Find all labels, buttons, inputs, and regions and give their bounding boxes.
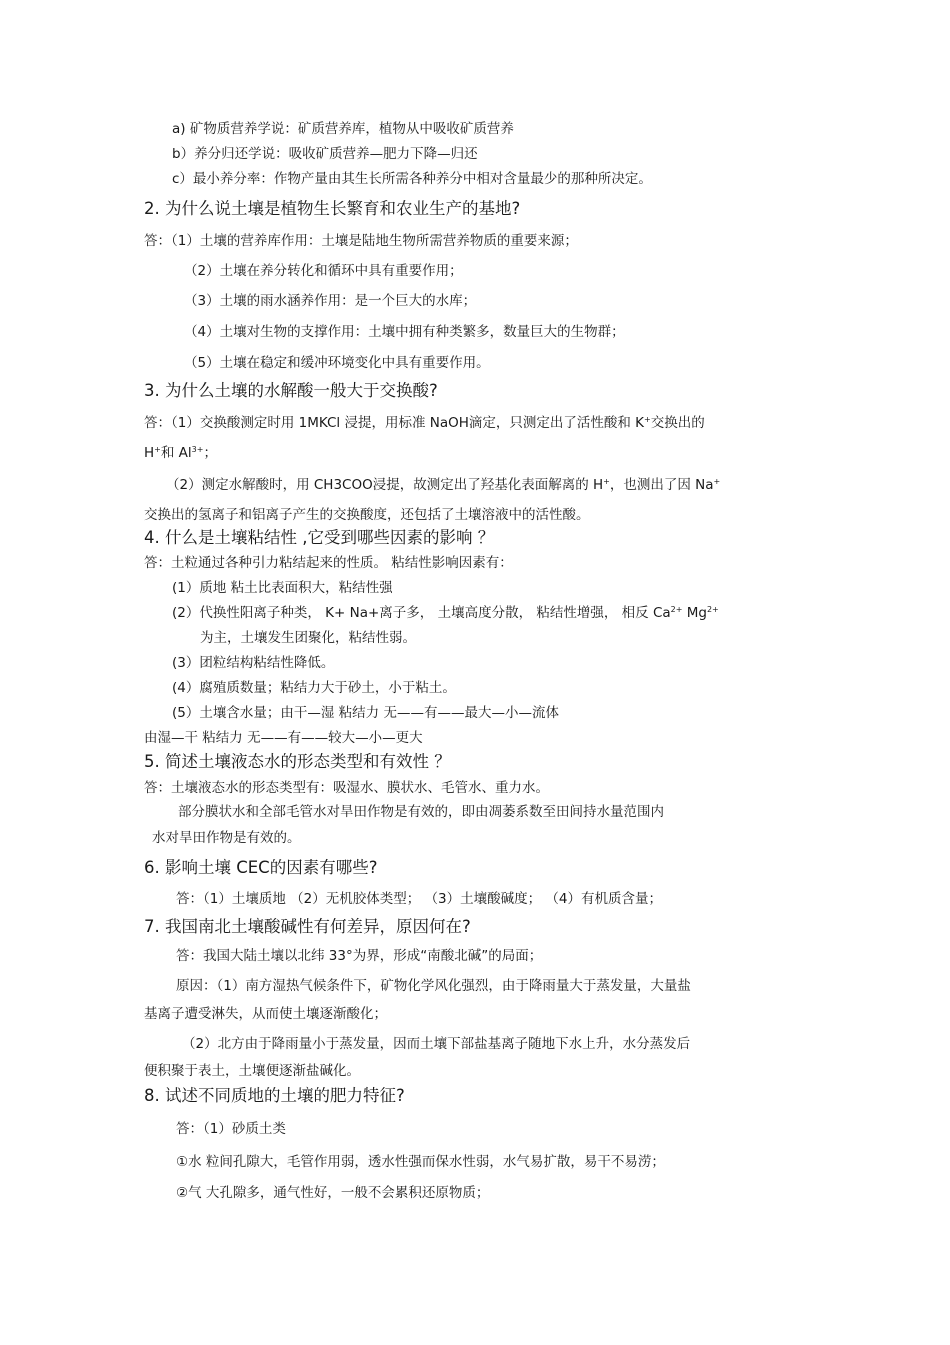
q4-item-2: [172, 604, 719, 622]
q4-item-1: (1）质地 粘土比表面积大，粘结性强: [172, 580, 393, 596]
q6-answer: 答：（1）土壤质地 （2）无机胶体类型； （3）土壤酸碱度； （4）有机质含量；: [176, 891, 662, 907]
q8-answer-line: ②气 大孔隙多，通气性好，一般不会累积还原物质；: [176, 1185, 490, 1201]
q4-item-5: (5）土壤含水量；由干—湿 粘结力 无——有——最大—小—流体: [172, 705, 559, 721]
q3-line3-sup2: +: [713, 477, 721, 486]
q7-answer-line: 原因：（1）南方湿热气候条件下，矿物化学风化强烈，由于降雨量大于蒸发量，大量盐: [176, 978, 691, 994]
q3-line2-sup2: 3+: [191, 445, 204, 454]
q4-item-2-continued: 为主，土壤发生团聚化，粘结性弱。: [200, 630, 416, 646]
q3-line1-sup: +: [644, 415, 651, 424]
q7-answer-line: 答：我国大陆土壤以北纬 33°为界，形成“南酸北碱”的局面；: [176, 948, 543, 964]
q3-line3-text: （2）测定水解酸时，用 CH3COO浸提，故测定出了羟基化表面解离的 H: [166, 477, 604, 493]
q3-line2-c: ；: [203, 445, 217, 461]
q7-answer-line: （2）北方由于降雨量小于蒸发量，因而土壤下部盐基离子随地下水上升，水分蒸发后: [182, 1036, 691, 1052]
q3-answer-line-1: [144, 414, 705, 432]
q3-answer-line-3: [166, 476, 720, 494]
question-3-title: 3. 为什么土壤的水解酸一般大于交换酸?: [144, 381, 438, 400]
q4-item-4: (4）腐殖质数量；粘结力大于砂土，小于粘土。: [172, 680, 456, 696]
q2-answer-line: 答：（1）土壤的营养库作用：土壤是陆地生物所需营养物质的重要来源；: [144, 233, 578, 249]
q3-line1-text: 答：（1）交换酸测定时用 1MKCl 浸提，用标准 NaOH滴定，只测定出了活性酸和 K: [144, 415, 645, 431]
question-5-title: 5. 简述土壤液态水的形态类型和有效性 ？: [144, 752, 451, 771]
q2-answer-line: （4）土壤对生物的支撑作用：土壤中拥有种类繁多，数量巨大的生物群；: [184, 324, 625, 340]
q3-line3-sup: +: [603, 477, 610, 486]
question-6-title: 6. 影响土壤 CEC的因素有哪些?: [144, 858, 378, 877]
q8-answer-line: 答：（1）砂质土类: [176, 1121, 286, 1137]
q7-answer-line: 便积聚于表土，土壤便逐渐盐碱化。: [144, 1063, 360, 1079]
q4-item2-sup1: 2+: [670, 605, 683, 614]
intro-item-a: a) 矿物质营养学说：矿质营养库，植物从中吸收矿质营养: [172, 121, 514, 137]
q4-item-3: (3）团粒结构粘结性降低。: [172, 655, 335, 671]
intro-item-c: c）最小养分率：作物产量由其生长所需各种养分中相对含量最少的那种所决定。: [172, 171, 652, 187]
question-4-title: 4. 什么是土壤粘结性 ,它受到哪些因素的影响 ？: [144, 528, 495, 547]
q5-answer-line: 部分膜状水和全部毛管水对旱田作物是有效的，即由凋萎系数至田间持水量范围内: [178, 804, 664, 820]
question-2-title: 2. 为什么说土壤是植物生长繁育和农业生产的基地?: [144, 199, 521, 218]
q3-line3-mid: ，也测出了因 Na: [609, 477, 714, 493]
q4-item2-mid: Mg: [682, 605, 707, 621]
q3-line2-b: 和 Al: [160, 445, 192, 461]
q8-answer-line: ①水 粒间孔隙大，毛管作用弱，透水性强而保水性弱，水气易扩散，易干不易涝；: [176, 1154, 665, 1170]
question-7-title: 7. 我国南北土壤酸碱性有何差异，原因何在?: [144, 917, 471, 936]
q7-answer-line: 基离子遭受淋失，从而使土壤逐渐酸化；: [144, 1006, 387, 1022]
question-8-title: 8. 试述不同质地的土壤的肥力特征?: [144, 1086, 405, 1105]
q4-item2-sup2: 2+: [706, 605, 719, 614]
q3-answer-line-4: 交换出的氢离子和铝离子产生的交换酸度，还包括了土壤溶液中的活性酸。: [144, 507, 590, 523]
q4-answer: 答：土粒通过各种引力粘结起来的性质。 粘结性影响因素有：: [144, 555, 513, 571]
q5-answer-line: 答：土壤液态水的形态类型有：吸湿水、膜状水、毛管水、重力水。: [144, 780, 549, 796]
q4-last-line: 由湿—干 粘结力 无——有——较大—小—更大: [144, 730, 423, 746]
q2-answer-line: （5）土壤在稳定和缓冲环境变化中具有重要作用。: [184, 355, 490, 371]
q3-line2-sup1: +: [154, 445, 161, 454]
q4-item2-text: (2）代换性阳离子种类， K+ Na+离子多， 土壤高度分散， 粘结性增强， 相反 Ca: [172, 605, 671, 621]
intro-item-b: b）养分归还学说：吸收矿质营养—肥力下降—归还: [172, 146, 478, 162]
q5-answer-line: 水对旱田作物是有效的。: [152, 830, 301, 846]
q3-line2-a: H: [144, 445, 155, 461]
q2-answer-line: （3）土壤的雨水涵养作用：是一个巨大的水库；: [184, 293, 477, 309]
q3-line1-end: 交换出的: [650, 415, 705, 431]
q2-answer-line: （2）土壤在养分转化和循环中具有重要作用；: [184, 263, 463, 279]
q3-answer-line-2: [144, 444, 217, 462]
